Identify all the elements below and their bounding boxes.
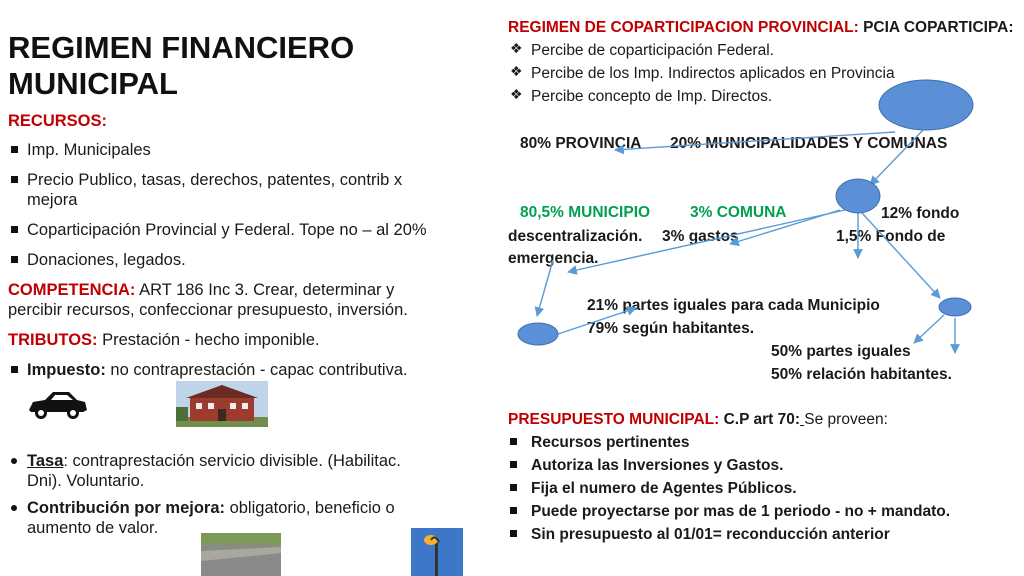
list-item: Coparticipación Provincial y Federal. Tope no – al 20% (27, 221, 427, 239)
partes-iguales-50: 50% partes iguales (771, 343, 911, 360)
impuesto-item: Impuesto: no contraprestación - capac contributiva. (27, 361, 408, 379)
presupuesto-heading: PRESUPUESTO MUNICIPAL: C.P art 70: Se proveen: (508, 411, 888, 428)
arrow-to-21pct (558, 308, 636, 334)
list-item: Percibe concepto de Imp. Directos. (531, 88, 773, 105)
node-comuna (939, 298, 971, 316)
descentralizacion-label: descentralización. (508, 228, 643, 245)
list-item-continuation: mejora (27, 191, 78, 209)
bullet-diamond-icon: ❖ (510, 40, 523, 56)
list-item: Donaciones, legados. (27, 251, 186, 269)
arrow-to-right-node (862, 213, 940, 298)
arrow-to-municipio-long (568, 210, 845, 272)
habitantes-79: 79% según habitantes. (587, 320, 755, 337)
node-municipios (836, 179, 880, 213)
list-item: Puede proyectarse por mas de 1 periodo - no + mandato. (531, 503, 951, 520)
regimen-heading: REGIMEN DE COPARTICIPACION PROVINCIAL: PCIA COPARTICIPA: (508, 19, 1014, 36)
pct-municipio: 80,5% MUNICIPIO (520, 204, 651, 221)
tributos-paragraph: TRIBUTOS: Prestación - hecho imponible. (8, 331, 320, 349)
tasa-item: Tasa: contraprestación servicio divisible. (Habilitac. Dni). Voluntario. (27, 452, 401, 490)
list-item: Recursos pertinentes (531, 434, 690, 451)
pct-gastos: 3% gastos (662, 228, 739, 245)
node-municipio (518, 323, 558, 345)
list-item: Fija el numero de Agentes Públicos. (531, 480, 797, 497)
arrow-to-municipios (870, 128, 925, 185)
habitantes-50: 50% relación habitantes. (771, 366, 952, 383)
partes-iguales-21: 21% partes iguales para cada Municipio (587, 297, 880, 314)
arrow-to-left-node (537, 260, 553, 316)
arrow-to-50pct (914, 315, 944, 343)
emergencia-label: emergencia. (508, 250, 599, 267)
recursos-heading: RECURSOS: (8, 112, 108, 130)
bullet-diamond-icon: ❖ (510, 86, 523, 102)
split-provincia: 80% PROVINCIA (520, 135, 642, 152)
list-item: Autoriza las Inversiones y Gastos. (531, 457, 784, 474)
node-provincia (879, 80, 973, 130)
pct-fondo-12: 12% fondo (881, 205, 960, 222)
page-title: REGIMEN FINANCIERO MUNICIPAL (8, 30, 355, 101)
split-municipios: 20% MUNICIPALIDADES Y COMUNAS (670, 135, 948, 152)
bullet-diamond-icon: ❖ (510, 63, 523, 79)
arrow-to-provincia (615, 132, 895, 150)
competencia-paragraph: COMPETENCIA: ART 186 Inc 3. Crear, determinar y percibir recursos, confeccionar presupuesto, inversión. (8, 281, 408, 319)
pct-comuna: 3% COMUNA (690, 204, 787, 221)
list-item: Precio Publico, tasas, derechos, patentes, contrib x (27, 171, 403, 189)
pct-fondo-emergencia: 1,5% Fondo de (836, 228, 946, 245)
contribucion-item: Contribución por mejora: obligatorio, beneficio o aumento de valor. (27, 499, 395, 537)
list-item: Sin presupuesto al 01/01= reconducción anterior (531, 526, 890, 543)
list-item: Percibe de los Imp. Indirectos aplicados en Provincia (531, 65, 895, 82)
list-item: Percibe de coparticipación Federal. (531, 42, 774, 59)
list-item: Imp. Municipales (27, 141, 151, 159)
